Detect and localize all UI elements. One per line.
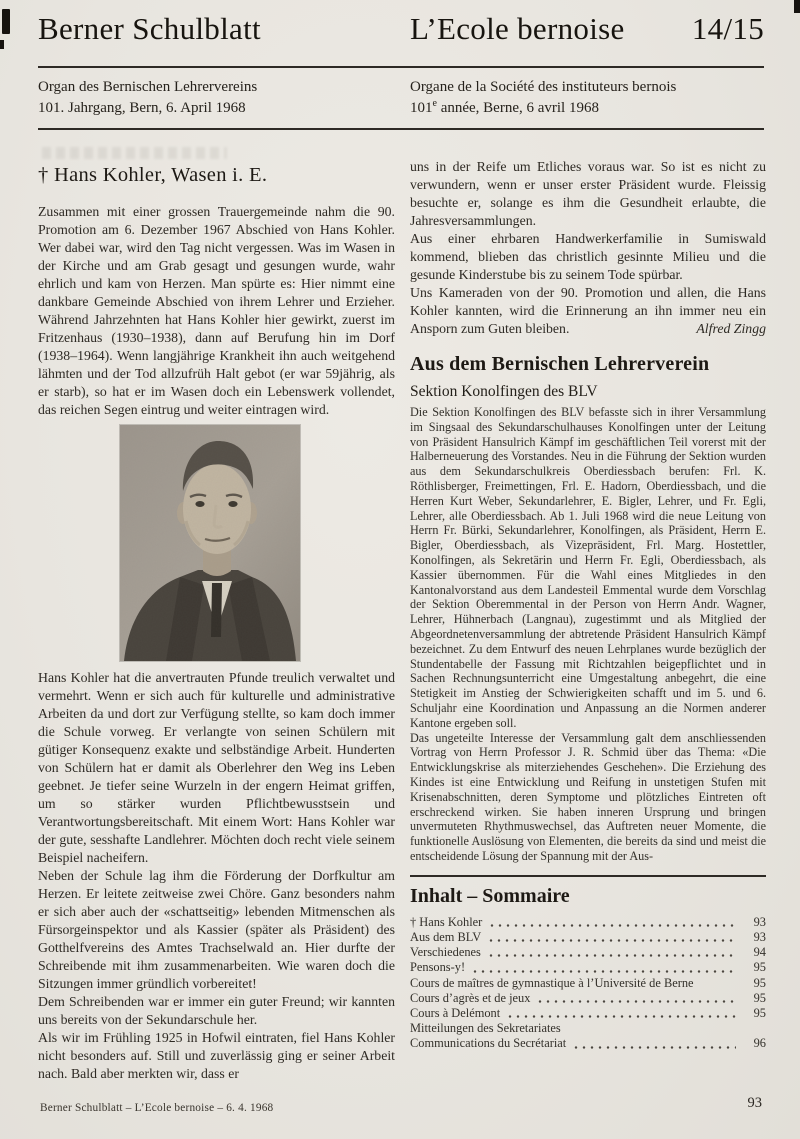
obituary-paragraph: uns in der Reife um Etliches voraus war. So ist es nicht zu verwundern, wenn er unser erster Präsident wurde. Fleissig besuchte er, solange es ihm die Gesundheit erlaubte, die Jahresversammlungen. bbox=[410, 159, 766, 228]
toc-item bbox=[410, 945, 766, 960]
obituary-closing-paragraph bbox=[410, 284, 766, 338]
volume-number: 101 bbox=[410, 100, 433, 116]
masthead-title-french: L’Ecole bernoise bbox=[410, 11, 625, 46]
print-bleed-artifact bbox=[42, 147, 227, 159]
toc-item bbox=[410, 976, 766, 991]
toc-item-label: Cours à Delémont bbox=[410, 1005, 501, 1020]
toc-item-label: Verschiedenes bbox=[410, 945, 481, 960]
toc-item-page: 95 bbox=[753, 1005, 766, 1020]
scan-artifact bbox=[0, 40, 4, 49]
divider-rule bbox=[410, 875, 766, 877]
issue-number: 14/15 bbox=[691, 11, 764, 46]
page-number: 93 bbox=[747, 1095, 762, 1111]
subtitle-french-line1: Organe de la Société des instituteurs bernois bbox=[410, 79, 677, 95]
toc-item-page: 95 bbox=[753, 975, 766, 990]
toc-heading: Inhalt – Sommaire bbox=[410, 884, 570, 907]
toc-item-label: Cours de maîtres de gymnastique à l’Université de Berne bbox=[410, 975, 694, 990]
footer-imprint: Berner Schulblatt – L’Ecole bernoise – 6. 4. 1968 bbox=[40, 1102, 274, 1114]
toc-item-label: Communications du Secrétariat bbox=[410, 1036, 567, 1051]
obituary-paragraph: Zusammen mit einer grossen Trauergemeinde nahm die 90. Promotion am 6. Dezember 1967 Abschied von Hans Kohler. Wer dabei war, wird den Tag nicht vergessen. Was im Wasen in der Kirche und am Grab gesagt und gesungen wurde, wahr ehrlich und kam von Herzen. Man spürte es: Hier nimmt eine dankbare Gemeinde Abschied von ihrem Lehrer und Erzieher. Während Jahrzehnten hat Hans Kohler hier gewirkt, zuerst im Fritzenhaus (1930–1938), dann auf Berufung hin im Dorf (1938–1964). Wenn langjährige Krankheit ihn auch weitgehend lähmten und der Tod allzufrüh Halt gebot (er war 59jährig, als er starb), so hat er im Wasen doch ein Lebenswerk vollendet, das reichen Segen eintrug und weiter eintragen wird. bbox=[38, 204, 395, 417]
toc-item-label: Aus dem BLV bbox=[410, 929, 482, 944]
date-text: année, Berne, 6 avril 1968 bbox=[436, 100, 599, 116]
obituary-paragraph: Neben der Schule lag ihm die Förderung der Dorfkultur am Herzen. Er leitete zeitweise zwei Chöre. Ganz besonders nahm er sich aber auch der «schattseitig» lebenden Mitmenschen als Fürsorgeinspektor und als Kassier (später als Präsident) des Gotthelfvereins des Amtes Trachselwald an. Hier durfte der Schreibende mit ihm zusammenarbeiten. Wie waren doch die Sitzungen immer gründlich vorbereitet! bbox=[38, 868, 395, 991]
toc-dotted-leader bbox=[567, 1030, 736, 1033]
obituary-paragraph: Hans Kohler hat die anvertrauten Pfunde treulich verwaltet und vermehrt. Wenn er sich auch für kulturelle und administrative Arbeiten da und dort zur Verfügung stellte, so kam doch immer die Schule vorweg. Er verlangte von seinen Schülern mit gütiger Konsequenz exakte und selbständige Arbeit. Hunderten von Schülern hat er damit als Oberlehrer den Weg ins Leben geebnet. Je tiefer seine Wurzeln in der engern Heimat griffen, um so stärker wurden Pflichtbewusstsein und Verantwortungsbereitschaft. Mit einem Wort: Hans Kohler war der gute, sesshafte Landlehrer. Möchten doch recht viele seinem Beispiel nacheifern. bbox=[38, 670, 395, 865]
obituary-paragraph: Als wir im Frühling 1925 in Hofwil eintraten, fiel Hans Kohler nicht besonders auf. Still und zuverlässig ging er seiner Arbeit nach. Bald aber merkten wir, dass er bbox=[38, 1030, 395, 1081]
right-column bbox=[410, 158, 766, 1052]
section-subheading: Sektion Konolfingen des BLV bbox=[410, 383, 598, 400]
subtitle-german-line1: Organ des Bernischen Lehrervereins bbox=[38, 79, 258, 95]
toc-item bbox=[410, 915, 766, 930]
divider-rule bbox=[38, 66, 764, 68]
divider-rule bbox=[38, 128, 764, 130]
toc-item bbox=[410, 1006, 766, 1021]
toc-dotted-leader bbox=[536, 1000, 736, 1003]
toc-item-label: Pensons-y! bbox=[410, 960, 466, 975]
obituary-closing-text: Uns Kameraden von der 90. Promotion und allen, die Hans Kohler kannten, wird die Erinnerung an ihn immer neu ein Ansporn zum Guten bleiben. bbox=[410, 285, 766, 336]
toc-item-label: † Hans Kohler bbox=[410, 914, 483, 929]
left-column bbox=[38, 164, 395, 1083]
toc-item-page: 95 bbox=[753, 960, 766, 975]
subtitle-german-line2: 101. Jahrgang, Bern, 6. April 1968 bbox=[38, 100, 246, 116]
toc-item-page: 93 bbox=[753, 914, 766, 929]
toc-dotted-leader bbox=[506, 1015, 736, 1018]
toc-dotted-leader bbox=[488, 924, 736, 927]
masthead-right bbox=[410, 11, 764, 47]
toc-item-label: Cours d’agrès et de jeux bbox=[410, 990, 531, 1005]
subtitle-french bbox=[410, 77, 676, 119]
toc-item-page: 96 bbox=[753, 1036, 766, 1051]
obituary-paragraph: Dem Schreibenden war er immer ein guter Freund; wir kannten uns bereits von der Sekundarschule her. bbox=[38, 994, 395, 1027]
scan-artifact bbox=[2, 9, 10, 34]
subtitle-french-line2 bbox=[410, 98, 676, 119]
toc-item bbox=[410, 991, 766, 1006]
toc-item bbox=[410, 1036, 766, 1051]
toc-dotted-leader bbox=[487, 939, 736, 942]
toc-dotted-leader bbox=[572, 1046, 736, 1049]
obituary-paragraph: Aus einer ehrbaren Handwerkerfamilie in Sumiswald kommend, blieben das christlich gesinnte Milieu und die gesunde Kinderstube bis zu seinem Tode spürbar. bbox=[410, 231, 766, 282]
toc-item bbox=[410, 960, 766, 975]
section-paragraph: Das ungeteilte Interesse der Versammlung galt dem anschliessenden Vortrag von Herrn Professor J. R. Schmid über das Thema: «Die Entwicklungskrise als miterziehendes Geschehen». Die Erziehung des Kindes ist eine Entwicklung und Reifung in unstetigen Stufen mit Krisenabschnitten, deren Symptome und plötzliches Eintreten oft erschreckend wirken. Sie haben inneren Ursprung und bringen unvermuteten Rhythmuswechsel, das Auftreten neuer Momente, die funktionelle Auslösung von Elementen, die bereits da sind und meist die entscheidende Lösung der Spannung mit der Aus- bbox=[410, 730, 766, 863]
toc-item-page: 94 bbox=[753, 945, 766, 960]
toc-item bbox=[410, 930, 766, 945]
author-signature: Alfred Zingg bbox=[696, 321, 766, 336]
ordinal-superscript: e bbox=[432, 98, 437, 109]
toc-dotted-leader bbox=[700, 985, 736, 988]
section-paragraph: Die Sektion Konolfingen des BLV befasste sich in ihrer Versammlung im Singsaal des Sekundarschulhauses Konolfingen unter der Leitung von Präsident Hansulrich Kämpf im geschäftlichen Teil vorerst mit der Halberneuerung des Vorstandes. Neu in die Führung der Sektion wurden aus dem Sekundarschulkreis Oberdiessbach berufen: Frl. K. Röthlisberger, Freimettingen, Frl. E. Hadorn, Oberdiessbach, und die Herren Kurt Weber, Sekundarlehrer, E. Bigler, Lehrer, und Fr. Egli, Lehrer, alle Oberdiessbach. Ab 1. Juli 1968 wird die neue Leitung von Herrn Fr. Bürki, Sekundarlehrer, Konolfingen, als Präsident, Herrn E. Bigler, Oberdiessbach, als Vizepräsident, Frl. Marg. Hostettler, Konolfingen, als Sekretärin und Herrn Fr. Egli, Oberdiessbach, als Kassier übernommen. Für die Wahl eines Mitgliedes in den Kantonalvorstand aus dem Landesteil Emmental wurde dem Vorschlag der Sektion Oberemmental in der Person von Herrn Andr. Wagner, Lehrer, Hühnerbach (Langnau), zugestimmt und als Mitglied der Abgeordnetenversammlung der abtretende Präsident Hansulrich Kämpf bezeichnet. Zu dem Entwurf des neuen Lehrplanes wurde bezüglich der Stundentabelle der Fassung mit Richtzahlen beigepflichtet und in Sachen Rechnungsunterricht eine Umgestaltung anbegehrt, die eine Stetigkeit im Anstieg der Schwierigkeiten schafft und im 5. und 6. Schuljahr eine Koordination und Anpassung an die Normen anderer Kantone ergeben soll. bbox=[410, 405, 766, 730]
toc-item-label: Mitteilungen des Sekretariates bbox=[410, 1021, 561, 1036]
obituary-title: † Hans Kohler, Wasen i. E. bbox=[38, 164, 268, 186]
subtitle-german bbox=[38, 77, 257, 119]
toc-dotted-leader bbox=[487, 954, 736, 957]
scan-artifact bbox=[794, 0, 800, 13]
toc-item bbox=[410, 1021, 766, 1036]
section-heading: Aus dem Bernischen Lehrerverein bbox=[410, 353, 710, 375]
masthead-title-german: Berner Schulblatt bbox=[38, 11, 261, 46]
toc-item-page: 95 bbox=[753, 990, 766, 1005]
toc-item-page: 93 bbox=[753, 929, 766, 944]
portrait-photo bbox=[120, 425, 300, 661]
toc-dotted-leader bbox=[471, 970, 736, 973]
